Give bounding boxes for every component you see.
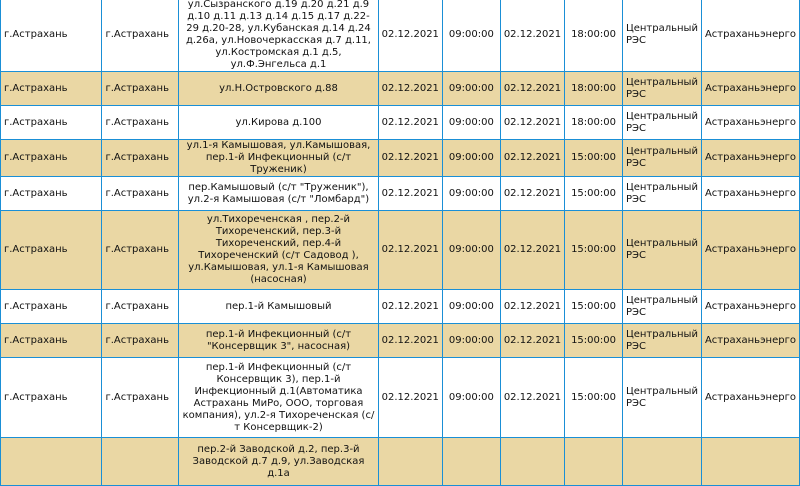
start-time-cell: 09:00:00 bbox=[442, 106, 500, 140]
res-cell: Центральный РЭС bbox=[622, 177, 701, 211]
end-date-cell: 02.12.2021 bbox=[500, 106, 564, 140]
res-cell: Центральный РЭС bbox=[622, 290, 701, 324]
table-row bbox=[1, 290, 800, 324]
res-cell: Центральный РЭС bbox=[622, 140, 701, 177]
end-time-cell: 15:00:00 bbox=[565, 177, 623, 211]
address-cell: пер.1-й Инфекционный (с/т Консервщик 3), пер.1-й Инфекционный д.1(Автоматика Астрахань МиРо, ООО, торговая компания), ул.2-я Тихореченская (с/т Консервщик-2) bbox=[179, 358, 378, 438]
table-body bbox=[1, 0, 800, 486]
start-time-cell: 09:00:00 bbox=[442, 211, 500, 290]
address-cell: пер.1-й Инфекционный (с/т "Консервщик 3", насосная) bbox=[179, 324, 378, 358]
start-time-cell: 09:00:00 bbox=[442, 358, 500, 438]
start-date-cell: 02.12.2021 bbox=[378, 177, 442, 211]
organization-cell: Астраханьэнерго bbox=[701, 177, 799, 211]
start-date-cell bbox=[378, 438, 442, 486]
town-cell bbox=[102, 438, 179, 486]
start-date-cell: 02.12.2021 bbox=[378, 211, 442, 290]
end-time-cell: 15:00:00 bbox=[565, 211, 623, 290]
address-cell: ул.1-я Камышовая, ул.Камышовая, пер.1-й Инфекционный (с/т Труженик) bbox=[179, 140, 378, 177]
city-cell: г.Астрахань bbox=[1, 324, 102, 358]
start-date-cell: 02.12.2021 bbox=[378, 72, 442, 106]
town-cell: г.Астрахань bbox=[102, 324, 179, 358]
organization-cell: Астраханьэнерго bbox=[701, 290, 799, 324]
end-time-cell: 15:00:00 bbox=[565, 140, 623, 177]
organization-cell: Астраханьэнерго bbox=[701, 324, 799, 358]
address-cell: ул.Тихореченская , пер.2-й Тихореченский, пер.3-й Тихореченский, пер.4-й Тихореченский (с/т Садовод ), ул.Камышовая, ул.1-я Камышовая (насосная) bbox=[179, 211, 378, 290]
end-date-cell: 02.12.2021 bbox=[500, 72, 564, 106]
start-date-cell: 02.12.2021 bbox=[378, 358, 442, 438]
start-time-cell: 09:00:00 bbox=[442, 177, 500, 211]
organization-cell: Астраханьэнерго bbox=[701, 0, 799, 72]
start-date-cell: 02.12.2021 bbox=[378, 324, 442, 358]
start-time-cell: 09:00:00 bbox=[442, 324, 500, 358]
town-cell: г.Астрахань bbox=[102, 211, 179, 290]
town-cell: г.Астрахань bbox=[102, 290, 179, 324]
address-cell: ул.Н.Островского д.88 bbox=[179, 72, 378, 106]
city-cell bbox=[1, 438, 102, 486]
end-time-cell: 15:00:00 bbox=[565, 290, 623, 324]
table-row bbox=[1, 324, 800, 358]
start-date-cell: 02.12.2021 bbox=[378, 290, 442, 324]
table-row bbox=[1, 358, 800, 438]
organization-cell: Астраханьэнерго bbox=[701, 72, 799, 106]
start-time-cell: 09:00:00 bbox=[442, 0, 500, 72]
city-cell: г.Астрахань bbox=[1, 140, 102, 177]
end-time-cell: 18:00:00 bbox=[565, 72, 623, 106]
table-row bbox=[1, 0, 800, 72]
town-cell: г.Астрахань bbox=[102, 106, 179, 140]
table-row bbox=[1, 211, 800, 290]
city-cell: г.Астрахань bbox=[1, 211, 102, 290]
res-cell: Центральный РЭС bbox=[622, 0, 701, 72]
res-cell: Центральный РЭС bbox=[622, 106, 701, 140]
address-cell: пер.2-й Заводской д.2, пер.3-й Заводской д.7 д.9, ул.Заводская д.1а bbox=[179, 438, 378, 486]
town-cell: г.Астрахань bbox=[102, 177, 179, 211]
table-row bbox=[1, 106, 800, 140]
city-cell: г.Астрахань bbox=[1, 72, 102, 106]
town-cell: г.Астрахань bbox=[102, 0, 179, 72]
table-row bbox=[1, 72, 800, 106]
city-cell: г.Астрахань bbox=[1, 177, 102, 211]
start-time-cell: 09:00:00 bbox=[442, 72, 500, 106]
end-date-cell: 02.12.2021 bbox=[500, 358, 564, 438]
res-cell: Центральный РЭС bbox=[622, 358, 701, 438]
end-date-cell: 02.12.2021 bbox=[500, 324, 564, 358]
end-date-cell bbox=[500, 438, 564, 486]
organization-cell: Астраханьэнерго bbox=[701, 140, 799, 177]
end-time-cell: 18:00:00 bbox=[565, 106, 623, 140]
end-date-cell: 02.12.2021 bbox=[500, 211, 564, 290]
town-cell: г.Астрахань bbox=[102, 140, 179, 177]
start-date-cell: 02.12.2021 bbox=[378, 106, 442, 140]
organization-cell: Астраханьэнерго bbox=[701, 211, 799, 290]
table-row bbox=[1, 177, 800, 211]
end-date-cell: 02.12.2021 bbox=[500, 177, 564, 211]
town-cell: г.Астрахань bbox=[102, 72, 179, 106]
start-time-cell bbox=[442, 438, 500, 486]
organization-cell: Астраханьэнерго bbox=[701, 106, 799, 140]
city-cell: г.Астрахань bbox=[1, 106, 102, 140]
city-cell: г.Астрахань bbox=[1, 290, 102, 324]
end-time-cell: 15:00:00 bbox=[565, 324, 623, 358]
end-time-cell bbox=[565, 438, 623, 486]
table-row bbox=[1, 438, 800, 486]
end-date-cell: 02.12.2021 bbox=[500, 0, 564, 72]
end-time-cell: 15:00:00 bbox=[565, 358, 623, 438]
organization-cell: Астраханьэнерго bbox=[701, 358, 799, 438]
address-cell: пер.1-й Камышовый bbox=[179, 290, 378, 324]
organization-cell bbox=[701, 438, 799, 486]
town-cell: г.Астрахань bbox=[102, 358, 179, 438]
start-date-cell: 02.12.2021 bbox=[378, 0, 442, 72]
start-date-cell: 02.12.2021 bbox=[378, 140, 442, 177]
table-row bbox=[1, 140, 800, 177]
city-cell: г.Астрахань bbox=[1, 358, 102, 438]
end-time-cell: 18:00:00 bbox=[565, 0, 623, 72]
end-date-cell: 02.12.2021 bbox=[500, 140, 564, 177]
res-cell: Центральный РЭС bbox=[622, 211, 701, 290]
res-cell: Центральный РЭС bbox=[622, 324, 701, 358]
address-cell: ул.Кирова д.100 bbox=[179, 106, 378, 140]
address-cell: пер.Камышовый (с/т "Труженик"), ул.2-я Камышовая (с/т "Ломбард") bbox=[179, 177, 378, 211]
city-cell: г.Астрахань bbox=[1, 0, 102, 72]
start-time-cell: 09:00:00 bbox=[442, 140, 500, 177]
start-time-cell: 09:00:00 bbox=[442, 290, 500, 324]
res-cell bbox=[622, 438, 701, 486]
end-date-cell: 02.12.2021 bbox=[500, 290, 564, 324]
res-cell: Центральный РЭС bbox=[622, 72, 701, 106]
address-cell: ул.Сызранского д.19 д.20 д.21 д.9 д.10 д.11 д.13 д.14 д.15 д.17 д.22-29 д.20-28, ул.Кубанская д.14 д.24 д.26а, ул.Новочеркасская д.7 д.11, ул.Костромская д.1 д.5, ул.Ф.Энгельса д.1 bbox=[179, 0, 378, 72]
